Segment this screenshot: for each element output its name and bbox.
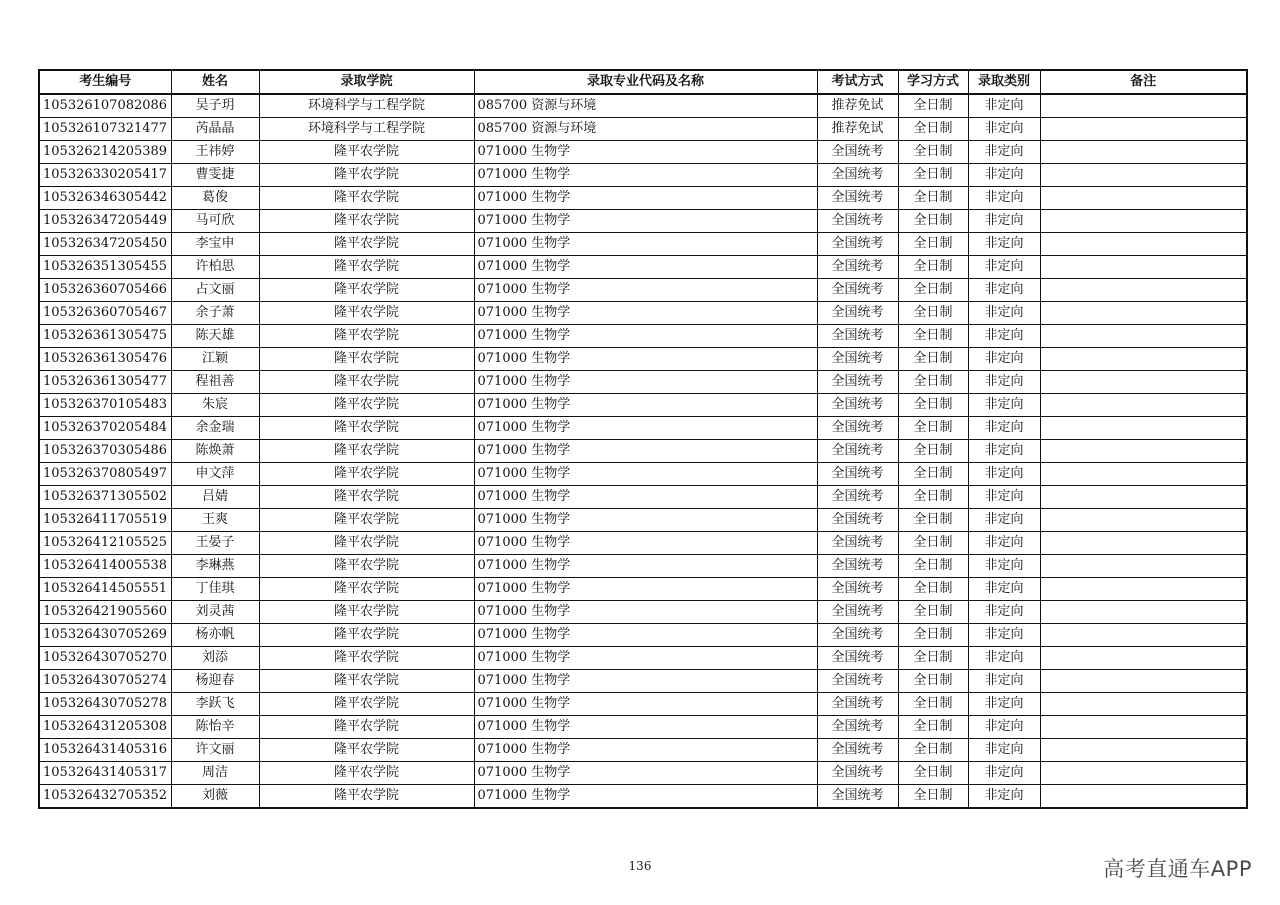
- admission-category-cell: 非定向: [968, 210, 1040, 233]
- remark-cell: [1040, 118, 1247, 141]
- remark-cell: [1040, 210, 1247, 233]
- table-row: [39, 187, 1247, 210]
- remark-cell: [1040, 94, 1247, 118]
- name-cell: 葛俊: [171, 187, 259, 210]
- admission-category-cell: 非定向: [968, 141, 1040, 164]
- study-mode-cell: 全日制: [898, 302, 968, 325]
- name-cell: 李跃飞: [171, 693, 259, 716]
- admission-category-cell: 非定向: [968, 670, 1040, 693]
- name-cell: 杨亦帆: [171, 624, 259, 647]
- name-cell: 占文丽: [171, 279, 259, 302]
- major-cell: 071000 生物学: [474, 693, 817, 716]
- exam-method-cell: 推荐免试: [817, 94, 898, 118]
- major-cell: 071000 生物学: [474, 440, 817, 463]
- remark-cell: [1040, 601, 1247, 624]
- college-cell: 隆平农学院: [259, 325, 474, 348]
- major-cell: 071000 生物学: [474, 417, 817, 440]
- name-cell: 马可欣: [171, 210, 259, 233]
- remark-cell: [1040, 164, 1247, 187]
- exam-method-cell: 全国统考: [817, 624, 898, 647]
- remark-cell: [1040, 693, 1247, 716]
- college-cell: 隆平农学院: [259, 578, 474, 601]
- name-cell: 芮晶晶: [171, 118, 259, 141]
- admission-category-cell: 非定向: [968, 601, 1040, 624]
- candidate-id-cell: 105326361305476: [39, 348, 171, 371]
- admission-table: [38, 69, 1248, 809]
- table-row: [39, 739, 1247, 762]
- exam-method-cell: 全国统考: [817, 532, 898, 555]
- header-exam-method: 考试方式: [817, 70, 898, 94]
- study-mode-cell: 全日制: [898, 578, 968, 601]
- admission-category-cell: 非定向: [968, 256, 1040, 279]
- study-mode-cell: 全日制: [898, 164, 968, 187]
- exam-method-cell: 全国统考: [817, 739, 898, 762]
- exam-method-cell: 推荐免试: [817, 118, 898, 141]
- table-row: [39, 693, 1247, 716]
- candidate-id-cell: 105326432705352: [39, 785, 171, 809]
- table-row: [39, 670, 1247, 693]
- study-mode-cell: 全日制: [898, 624, 968, 647]
- study-mode-cell: 全日制: [898, 417, 968, 440]
- major-cell: 071000 生物学: [474, 486, 817, 509]
- name-cell: 程祖善: [171, 371, 259, 394]
- candidate-id-cell: 105326431405316: [39, 739, 171, 762]
- name-cell: 吴子玥: [171, 94, 259, 118]
- name-cell: 陈焕萧: [171, 440, 259, 463]
- major-cell: 071000 生物学: [474, 739, 817, 762]
- major-cell: 071000 生物学: [474, 555, 817, 578]
- candidate-id-cell: 105326351305455: [39, 256, 171, 279]
- name-cell: 陈天雄: [171, 325, 259, 348]
- exam-method-cell: 全国统考: [817, 509, 898, 532]
- admission-category-cell: 非定向: [968, 624, 1040, 647]
- table-row: [39, 233, 1247, 256]
- remark-cell: [1040, 256, 1247, 279]
- study-mode-cell: 全日制: [898, 371, 968, 394]
- exam-method-cell: 全国统考: [817, 440, 898, 463]
- header-major: 录取专业代码及名称: [474, 70, 817, 94]
- exam-method-cell: 全国统考: [817, 210, 898, 233]
- exam-method-cell: 全国统考: [817, 187, 898, 210]
- name-cell: 王爽: [171, 509, 259, 532]
- candidate-id-cell: 105326431405317: [39, 762, 171, 785]
- major-cell: 071000 生物学: [474, 716, 817, 739]
- table-row: [39, 578, 1247, 601]
- name-cell: 杨迎春: [171, 670, 259, 693]
- table-row: [39, 785, 1247, 809]
- study-mode-cell: 全日制: [898, 394, 968, 417]
- name-cell: 吕婧: [171, 486, 259, 509]
- table-row: [39, 555, 1247, 578]
- study-mode-cell: 全日制: [898, 141, 968, 164]
- study-mode-cell: 全日制: [898, 348, 968, 371]
- candidate-id-cell: 105326430705274: [39, 670, 171, 693]
- table-row: [39, 624, 1247, 647]
- college-cell: 隆平农学院: [259, 762, 474, 785]
- remark-cell: [1040, 417, 1247, 440]
- table-row: [39, 164, 1247, 187]
- major-cell: 071000 生物学: [474, 371, 817, 394]
- admission-category-cell: 非定向: [968, 371, 1040, 394]
- study-mode-cell: 全日制: [898, 187, 968, 210]
- candidate-id-cell: 105326430705269: [39, 624, 171, 647]
- college-cell: 隆平农学院: [259, 463, 474, 486]
- admission-category-cell: 非定向: [968, 578, 1040, 601]
- exam-method-cell: 全国统考: [817, 486, 898, 509]
- remark-cell: [1040, 371, 1247, 394]
- major-cell: 071000 生物学: [474, 141, 817, 164]
- major-cell: 071000 生物学: [474, 348, 817, 371]
- table-row: [39, 486, 1247, 509]
- exam-method-cell: 全国统考: [817, 348, 898, 371]
- table-row: [39, 509, 1247, 532]
- candidate-id-cell: 105326107321477: [39, 118, 171, 141]
- college-cell: 隆平农学院: [259, 302, 474, 325]
- major-cell: 071000 生物学: [474, 164, 817, 187]
- table-row: [39, 463, 1247, 486]
- admission-category-cell: 非定向: [968, 555, 1040, 578]
- exam-method-cell: 全国统考: [817, 256, 898, 279]
- name-cell: 刘灵茜: [171, 601, 259, 624]
- major-cell: 071000 生物学: [474, 463, 817, 486]
- exam-method-cell: 全国统考: [817, 578, 898, 601]
- admission-category-cell: 非定向: [968, 187, 1040, 210]
- exam-method-cell: 全国统考: [817, 601, 898, 624]
- remark-cell: [1040, 348, 1247, 371]
- admission-category-cell: 非定向: [968, 417, 1040, 440]
- major-cell: 071000 生物学: [474, 509, 817, 532]
- admission-category-cell: 非定向: [968, 739, 1040, 762]
- college-cell: 隆平农学院: [259, 440, 474, 463]
- app-watermark: 高考直通车APP: [1103, 857, 1252, 881]
- admission-category-cell: 非定向: [968, 762, 1040, 785]
- table-row: [39, 302, 1247, 325]
- remark-cell: [1040, 762, 1247, 785]
- study-mode-cell: 全日制: [898, 670, 968, 693]
- college-cell: 隆平农学院: [259, 233, 474, 256]
- college-cell: 隆平农学院: [259, 417, 474, 440]
- candidate-id-cell: 105326370805497: [39, 463, 171, 486]
- exam-method-cell: 全国统考: [817, 716, 898, 739]
- college-cell: 隆平农学院: [259, 348, 474, 371]
- major-cell: 071000 生物学: [474, 624, 817, 647]
- table-row: [39, 601, 1247, 624]
- candidate-id-cell: 105326421905560: [39, 601, 171, 624]
- name-cell: 曹雯捷: [171, 164, 259, 187]
- header-candidate-id: 考生编号: [39, 70, 171, 94]
- major-cell: 071000 生物学: [474, 670, 817, 693]
- study-mode-cell: 全日制: [898, 279, 968, 302]
- remark-cell: [1040, 785, 1247, 809]
- table-row: [39, 762, 1247, 785]
- table-row: [39, 532, 1247, 555]
- exam-method-cell: 全国统考: [817, 417, 898, 440]
- college-cell: 隆平农学院: [259, 394, 474, 417]
- table-row: [39, 210, 1247, 233]
- remark-cell: [1040, 233, 1247, 256]
- candidate-id-cell: 105326360705466: [39, 279, 171, 302]
- major-cell: 071000 生物学: [474, 210, 817, 233]
- remark-cell: [1040, 141, 1247, 164]
- name-cell: 李琳燕: [171, 555, 259, 578]
- remark-cell: [1040, 394, 1247, 417]
- table-row: [39, 417, 1247, 440]
- name-cell: 许文丽: [171, 739, 259, 762]
- study-mode-cell: 全日制: [898, 601, 968, 624]
- candidate-id-cell: 105326411705519: [39, 509, 171, 532]
- major-cell: 071000 生物学: [474, 601, 817, 624]
- admission-category-cell: 非定向: [968, 716, 1040, 739]
- remark-cell: [1040, 463, 1247, 486]
- remark-cell: [1040, 187, 1247, 210]
- name-cell: 朱宸: [171, 394, 259, 417]
- major-cell: 071000 生物学: [474, 302, 817, 325]
- header-study-mode: 学习方式: [898, 70, 968, 94]
- major-cell: 071000 生物学: [474, 394, 817, 417]
- study-mode-cell: 全日制: [898, 233, 968, 256]
- admission-category-cell: 非定向: [968, 164, 1040, 187]
- candidate-id-cell: 105326214205389: [39, 141, 171, 164]
- candidate-id-cell: 105326347205450: [39, 233, 171, 256]
- page-number: 136: [628, 859, 652, 873]
- admission-category-cell: 非定向: [968, 348, 1040, 371]
- name-cell: 陈怡辛: [171, 716, 259, 739]
- exam-method-cell: 全国统考: [817, 555, 898, 578]
- major-cell: 071000 生物学: [474, 233, 817, 256]
- admission-category-cell: 非定向: [968, 486, 1040, 509]
- name-cell: 余子萧: [171, 302, 259, 325]
- exam-method-cell: 全国统考: [817, 279, 898, 302]
- name-cell: 余金瑞: [171, 417, 259, 440]
- remark-cell: [1040, 279, 1247, 302]
- college-cell: 隆平农学院: [259, 555, 474, 578]
- candidate-id-cell: 105326330205417: [39, 164, 171, 187]
- table-row: [39, 141, 1247, 164]
- candidate-id-cell: 105326360705467: [39, 302, 171, 325]
- study-mode-cell: 全日制: [898, 762, 968, 785]
- major-cell: 085700 资源与环境: [474, 118, 817, 141]
- exam-method-cell: 全国统考: [817, 233, 898, 256]
- study-mode-cell: 全日制: [898, 486, 968, 509]
- name-cell: 江颖: [171, 348, 259, 371]
- remark-cell: [1040, 555, 1247, 578]
- candidate-id-cell: 105326414505551: [39, 578, 171, 601]
- candidate-id-cell: 105326430705270: [39, 647, 171, 670]
- table-row: [39, 279, 1247, 302]
- admission-category-cell: 非定向: [968, 532, 1040, 555]
- name-cell: 刘薇: [171, 785, 259, 809]
- admission-category-cell: 非定向: [968, 785, 1040, 809]
- college-cell: 隆平农学院: [259, 256, 474, 279]
- name-cell: 许柏思: [171, 256, 259, 279]
- candidate-id-cell: 105326361305475: [39, 325, 171, 348]
- college-cell: 隆平农学院: [259, 187, 474, 210]
- study-mode-cell: 全日制: [898, 210, 968, 233]
- candidate-id-cell: 105326431205308: [39, 716, 171, 739]
- table-row: [39, 371, 1247, 394]
- admission-category-cell: 非定向: [968, 647, 1040, 670]
- candidate-id-cell: 105326370205484: [39, 417, 171, 440]
- name-cell: 李宝申: [171, 233, 259, 256]
- candidate-id-cell: 105326412105525: [39, 532, 171, 555]
- candidate-id-cell: 105326370105483: [39, 394, 171, 417]
- candidate-id-cell: 105326347205449: [39, 210, 171, 233]
- admission-category-cell: 非定向: [968, 302, 1040, 325]
- college-cell: 隆平农学院: [259, 670, 474, 693]
- table-row: [39, 440, 1247, 463]
- remark-cell: [1040, 440, 1247, 463]
- major-cell: 071000 生物学: [474, 578, 817, 601]
- admission-category-cell: 非定向: [968, 693, 1040, 716]
- remark-cell: [1040, 739, 1247, 762]
- study-mode-cell: 全日制: [898, 256, 968, 279]
- table-row: [39, 325, 1247, 348]
- admission-category-cell: 非定向: [968, 279, 1040, 302]
- admission-category-cell: 非定向: [968, 394, 1040, 417]
- college-cell: 隆平农学院: [259, 785, 474, 809]
- study-mode-cell: 全日制: [898, 118, 968, 141]
- table-row: [39, 256, 1247, 279]
- study-mode-cell: 全日制: [898, 325, 968, 348]
- candidate-id-cell: 105326361305477: [39, 371, 171, 394]
- remark-cell: [1040, 716, 1247, 739]
- exam-method-cell: 全国统考: [817, 647, 898, 670]
- study-mode-cell: 全日制: [898, 647, 968, 670]
- remark-cell: [1040, 509, 1247, 532]
- college-cell: 隆平农学院: [259, 647, 474, 670]
- study-mode-cell: 全日制: [898, 94, 968, 118]
- exam-method-cell: 全国统考: [817, 463, 898, 486]
- name-cell: 申文萍: [171, 463, 259, 486]
- remark-cell: [1040, 578, 1247, 601]
- study-mode-cell: 全日制: [898, 440, 968, 463]
- exam-method-cell: 全国统考: [817, 785, 898, 809]
- table-row: [39, 647, 1247, 670]
- study-mode-cell: 全日制: [898, 739, 968, 762]
- study-mode-cell: 全日制: [898, 693, 968, 716]
- remark-cell: [1040, 486, 1247, 509]
- name-cell: 刘添: [171, 647, 259, 670]
- table-row: [39, 348, 1247, 371]
- admission-category-cell: 非定向: [968, 233, 1040, 256]
- admission-category-cell: 非定向: [968, 463, 1040, 486]
- remark-cell: [1040, 670, 1247, 693]
- college-cell: 隆平农学院: [259, 486, 474, 509]
- table-row: [39, 118, 1247, 141]
- exam-method-cell: 全国统考: [817, 141, 898, 164]
- study-mode-cell: 全日制: [898, 785, 968, 809]
- header-remark: 备注: [1040, 70, 1247, 94]
- exam-method-cell: 全国统考: [817, 670, 898, 693]
- college-cell: 隆平农学院: [259, 141, 474, 164]
- table-row: [39, 394, 1247, 417]
- study-mode-cell: 全日制: [898, 463, 968, 486]
- exam-method-cell: 全国统考: [817, 371, 898, 394]
- name-cell: 王祎婷: [171, 141, 259, 164]
- admission-category-cell: 非定向: [968, 440, 1040, 463]
- major-cell: 071000 生物学: [474, 279, 817, 302]
- header-name: 姓名: [171, 70, 259, 94]
- college-cell: 隆平农学院: [259, 210, 474, 233]
- remark-cell: [1040, 532, 1247, 555]
- candidate-id-cell: 105326346305442: [39, 187, 171, 210]
- exam-method-cell: 全国统考: [817, 164, 898, 187]
- study-mode-cell: 全日制: [898, 509, 968, 532]
- study-mode-cell: 全日制: [898, 716, 968, 739]
- major-cell: 071000 生物学: [474, 785, 817, 809]
- exam-method-cell: 全国统考: [817, 325, 898, 348]
- major-cell: 071000 生物学: [474, 762, 817, 785]
- remark-cell: [1040, 325, 1247, 348]
- table-row: [39, 716, 1247, 739]
- major-cell: 071000 生物学: [474, 187, 817, 210]
- table-row: [39, 94, 1247, 118]
- remark-cell: [1040, 624, 1247, 647]
- college-cell: 环境科学与工程学院: [259, 94, 474, 118]
- study-mode-cell: 全日制: [898, 555, 968, 578]
- college-cell: 环境科学与工程学院: [259, 118, 474, 141]
- admission-category-cell: 非定向: [968, 325, 1040, 348]
- name-cell: 王晏子: [171, 532, 259, 555]
- exam-method-cell: 全国统考: [817, 302, 898, 325]
- college-cell: 隆平农学院: [259, 532, 474, 555]
- college-cell: 隆平农学院: [259, 716, 474, 739]
- name-cell: 丁佳琪: [171, 578, 259, 601]
- major-cell: 071000 生物学: [474, 256, 817, 279]
- college-cell: 隆平农学院: [259, 739, 474, 762]
- table-body: [39, 94, 1247, 808]
- college-cell: 隆平农学院: [259, 279, 474, 302]
- college-cell: 隆平农学院: [259, 509, 474, 532]
- table-header-row: [39, 70, 1247, 94]
- exam-method-cell: 全国统考: [817, 693, 898, 716]
- header-college: 录取学院: [259, 70, 474, 94]
- college-cell: 隆平农学院: [259, 601, 474, 624]
- exam-method-cell: 全国统考: [817, 394, 898, 417]
- college-cell: 隆平农学院: [259, 693, 474, 716]
- candidate-id-cell: 105326414005538: [39, 555, 171, 578]
- study-mode-cell: 全日制: [898, 532, 968, 555]
- name-cell: 周洁: [171, 762, 259, 785]
- major-cell: 085700 资源与环境: [474, 94, 817, 118]
- remark-cell: [1040, 647, 1247, 670]
- candidate-id-cell: 105326430705278: [39, 693, 171, 716]
- college-cell: 隆平农学院: [259, 164, 474, 187]
- remark-cell: [1040, 302, 1247, 325]
- admission-category-cell: 非定向: [968, 509, 1040, 532]
- admission-category-cell: 非定向: [968, 118, 1040, 141]
- exam-method-cell: 全国统考: [817, 762, 898, 785]
- major-cell: 071000 生物学: [474, 647, 817, 670]
- college-cell: 隆平农学院: [259, 371, 474, 394]
- college-cell: 隆平农学院: [259, 624, 474, 647]
- candidate-id-cell: 105326370305486: [39, 440, 171, 463]
- candidate-id-cell: 105326371305502: [39, 486, 171, 509]
- major-cell: 071000 生物学: [474, 532, 817, 555]
- admission-category-cell: 非定向: [968, 94, 1040, 118]
- major-cell: 071000 生物学: [474, 325, 817, 348]
- candidate-id-cell: 105326107082086: [39, 94, 171, 118]
- header-admission-category: 录取类别: [968, 70, 1040, 94]
